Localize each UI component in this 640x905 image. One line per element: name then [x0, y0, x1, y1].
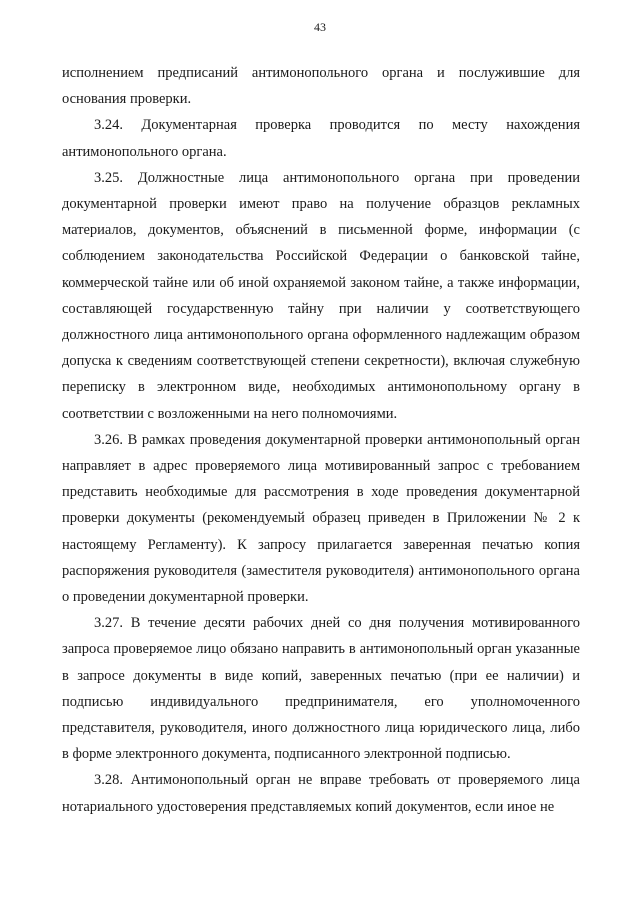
paragraph-3-27: 3.27. В течение десяти рабочих дней со дня получения мотивированного запроса проверяемое лицо обязано направить в антимонопольный орган указанные в запросе документы в виде копий, заверенных печатью (при ее наличии) и подписью индивидуального предпринимателя, его уполномоченного представителя, руководителя, иного должностного лица юридического лица, либо в форме электронного документа, подписанного электронной подписью.	[62, 615, 580, 763]
paragraph-3-25: 3.25. Должностные лица антимонопольного органа при проведении документарной проверки имеют право на получение образцов рекламных материалов, документов, объяснений в письменной форме, информации (с соблюдением законодательства Российской Федерации о банковской тайне, коммерческой тайне или об иной охраняемой законом тайне, а также информации, составляющей государственную тайну при наличии у соответствующего должностного лица антимонопольного органа оформленного надлежащим образом допуска к сведениям соответствующей степени секретности), включая служебную переписку в электронном виде, необходимых антимонопольному органу в соответствии с возложенными на него полномочиями.	[62, 169, 580, 422]
page-number: 43	[314, 20, 326, 34]
paragraph-3-24: 3.24. Документарная проверка проводится по месту нахождения антимонопольного органа.	[62, 117, 580, 160]
paragraph-3-28: 3.28. Антимонопольный орган не вправе требовать от проверяемого лица нотариального удостоверения представляемых копий документов, если иное не	[62, 772, 580, 815]
document-body	[62, 60, 580, 820]
paragraph-3-26: 3.26. В рамках проведения документарной проверки антимонопольный орган направляет в адрес проверяемого лица мотивированный запрос с требованием представить необходимые для рассмотрения в ходе проведения документарной проверки документы (рекомендуемый образец приведен в Приложении № 2 к настоящему Регламенту). К запросу прилагается заверенная печатью копия распоряжения руководителя (заместителя руководителя) антимонопольного органа о проведении документарной проверки.	[62, 431, 580, 606]
paragraph-continuation: исполнением предписаний антимонопольного органа и послужившие для основания проверки.	[62, 65, 580, 108]
